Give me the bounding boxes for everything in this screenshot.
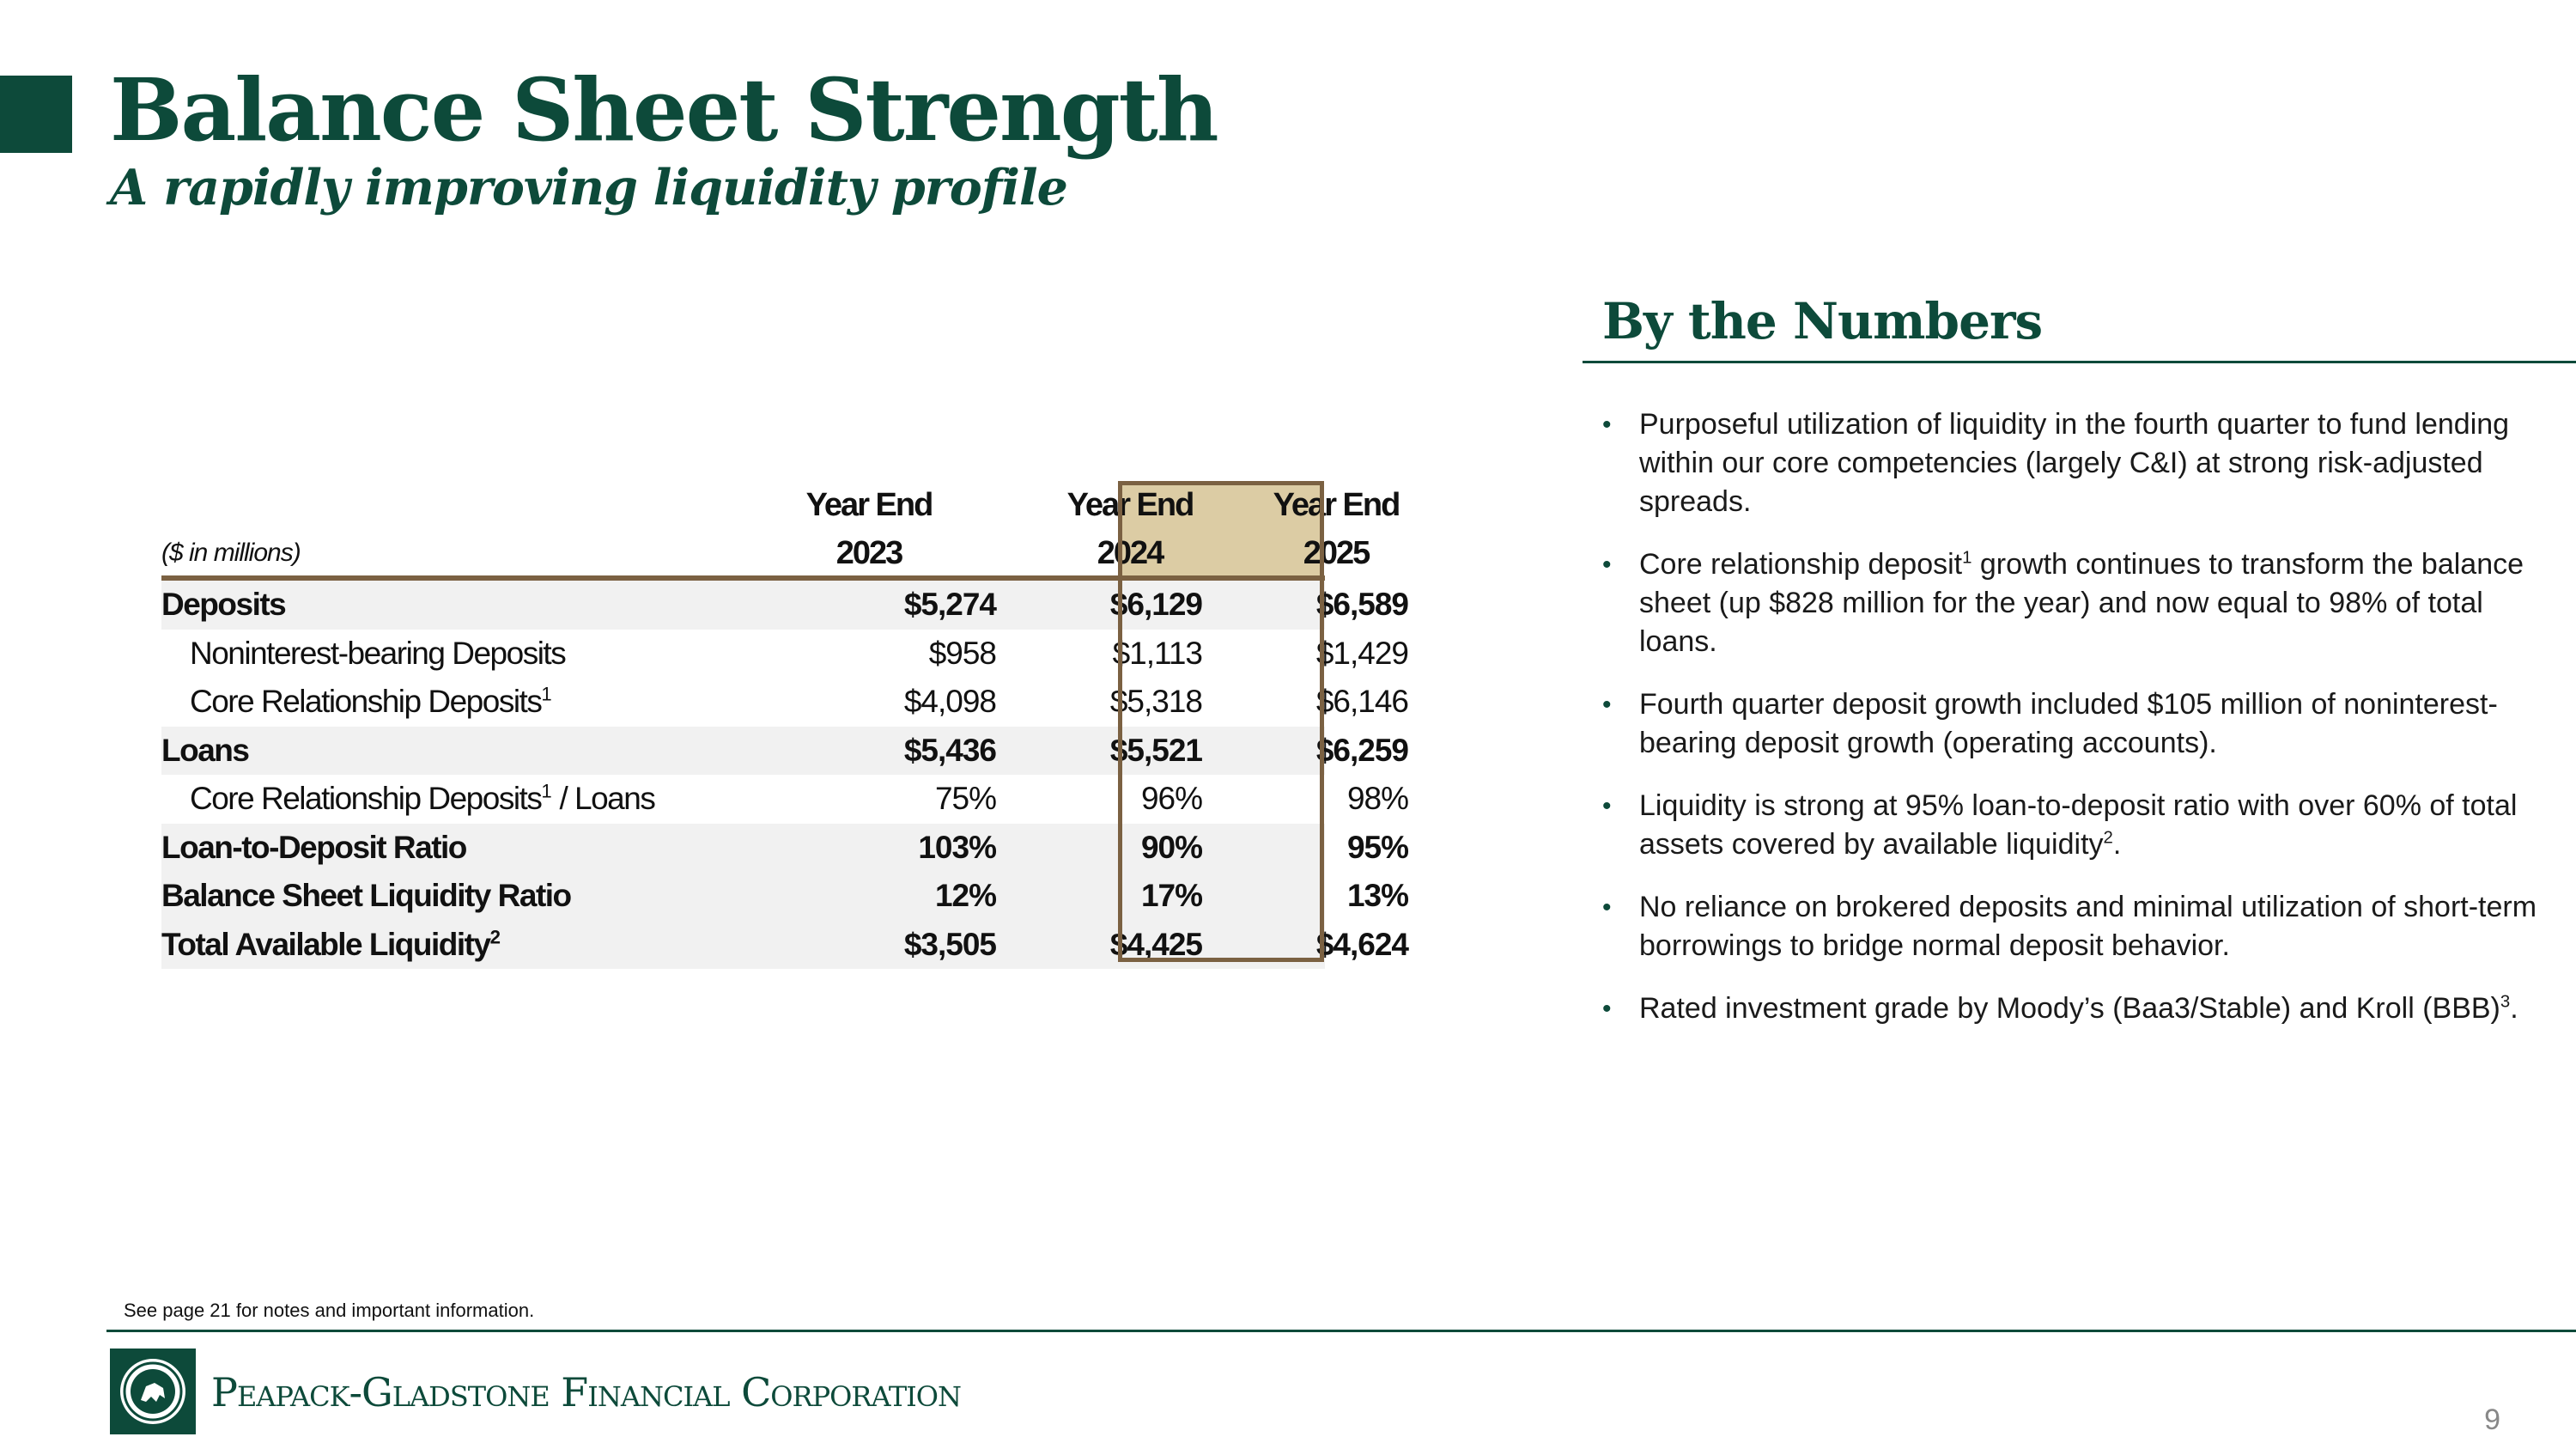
cell-2024: $5,521 [1109,732,1202,768]
cell-2025: $4,624 [1315,926,1408,962]
bullet-item [1602,787,2538,864]
page-number: 9 [2484,1403,2500,1436]
bullet-dot-icon: • [1602,792,1612,820]
row-label [161,636,814,672]
row-label-suffix: / Loans [551,781,655,817]
cell-2025: 95% [1346,829,1408,865]
cell-2025: $6,589 [1315,587,1408,623]
cell-2023: 12% [934,878,996,914]
cell-2024: 90% [1140,829,1202,865]
table-row [161,824,1408,873]
row-label-text: Balance Sheet Liquidity Ratio [161,878,571,914]
row-label-text: Core Relationship Deposits [190,781,542,817]
bullet-text-end: growth continues to transform the balance sheet (up $828 million for the year) and now equal to 98% of total loans. [1639,548,2524,658]
footer-divider [106,1330,2576,1332]
numbers-section-title: By the Numbers [1602,292,2043,350]
row-label-text: Loan-to-Deposit Ratio [161,829,466,865]
column-header-2024-year: 2024 [1097,534,1163,571]
cell-2025: $6,259 [1315,732,1408,768]
bullet-item [1602,685,2538,763]
bullet-text: Purposeful utilization of liquidity in the fourth quarter to fund lending within our core competencies (largely C&I) at strong risk-adjusted spreads. [1639,408,2510,518]
row-label [161,878,814,914]
table-header-row-1 [161,479,1400,531]
bullet-text: Core relationship deposit [1639,548,1963,581]
bullet-dot-icon: • [1602,551,1612,579]
company-name: Peapack-Gladstone Financial Corporation [211,1369,962,1416]
row-label [161,733,814,769]
bullet-dot-icon: • [1602,995,1612,1023]
table-body [161,581,1408,969]
row-label [161,587,814,623]
bullet-text-end: . [2510,992,2518,1025]
numbers-bullet-list [1602,405,2538,1052]
cell-2024: 17% [1140,878,1202,914]
column-header-2025-year: 2025 [1303,534,1370,571]
row-label [161,684,814,720]
bullet-text: Fourth quarter deposit growth included $105 million of noninterest-bearing deposit growth (operating accounts). [1639,688,2498,759]
row-label-text: Core Relationship Deposits [190,684,542,720]
cell-2023: 75% [934,781,996,817]
row-label-text: Loans [161,732,249,768]
cell-2023: $4,098 [903,684,996,720]
row-label [161,830,814,866]
cell-2024: $1,113 [1112,635,1202,671]
row-label-text: Deposits [161,587,286,623]
numbers-divider [1583,361,2576,363]
footnote-marker: 2 [2103,828,2113,848]
bullet-dot-icon: • [1602,411,1612,439]
bullet-item [1602,989,2538,1028]
column-header-2024-line1: Year End [1066,486,1194,523]
bullet-text: No reliance on brokered deposits and minimal utilization of short-term borrowings to bridge normal deposit behavior. [1639,891,2537,962]
column-header-2025-line1: Year End [1273,486,1400,523]
table-row [161,775,1408,824]
table-row [161,581,1408,630]
row-label-text: Noninterest-bearing Deposits [190,635,566,671]
financial-table [161,479,1408,969]
cell-2024: $4,425 [1109,926,1202,962]
cell-2024: 96% [1140,781,1202,817]
cell-2025: 98% [1346,781,1408,817]
bullet-item [1602,545,2538,661]
table-row [161,678,1408,727]
cell-2025: 13% [1346,878,1408,914]
bullet-dot-icon: • [1602,691,1612,719]
company-logo [110,1349,196,1434]
cell-2023: $5,274 [903,587,996,623]
row-label-text: Total Available Liquidity [161,926,490,962]
page-title: Balance Sheet Strength [110,59,1218,161]
table-row [161,630,1408,679]
cell-2023: $3,505 [903,926,996,962]
cell-2023: 103% [918,829,996,865]
table-row [161,872,1408,921]
units-label: ($ in millions) [161,539,301,567]
footnote: See page 21 for notes and important information. [124,1300,535,1321]
table-header-row-2 [161,531,1370,581]
cell-2025: $1,429 [1315,635,1408,671]
column-header-2023-year: 2023 [835,534,902,571]
footnote-marker: 1 [541,780,552,802]
seal-icon [117,1355,189,1428]
bullet-dot-icon: • [1602,893,1612,922]
table-row [161,921,1408,970]
bullet-item [1602,405,2538,521]
footnote-marker: 2 [489,926,501,948]
page-subtitle: A rapidly improving liquidity profile [110,159,1067,216]
bullet-text: Rated investment grade by Moody’s (Baa3/Stable) and Kroll (BBB) [1639,992,2500,1025]
footnote-marker: 1 [1962,548,1972,568]
footnote-marker: 3 [2500,992,2511,1012]
cell-2024: $6,129 [1109,587,1202,623]
title-accent-square [0,76,72,153]
bullet-text: Liquidity is strong at 95% loan-to-deposit ratio with over 60% of total assets covered by available liquidity [1639,789,2518,861]
cell-2023: $958 [928,635,996,671]
column-header-2023-line1: Year End [805,486,933,523]
bullet-item [1602,888,2538,965]
cell-2025: $6,146 [1315,684,1408,720]
cell-2023: $5,436 [903,732,996,768]
bullet-text-end: . [2112,828,2122,861]
row-label [161,781,814,817]
footnote-marker: 1 [541,683,552,705]
row-label [161,927,814,963]
table-row [161,727,1408,776]
cell-2024: $5,318 [1109,684,1202,720]
